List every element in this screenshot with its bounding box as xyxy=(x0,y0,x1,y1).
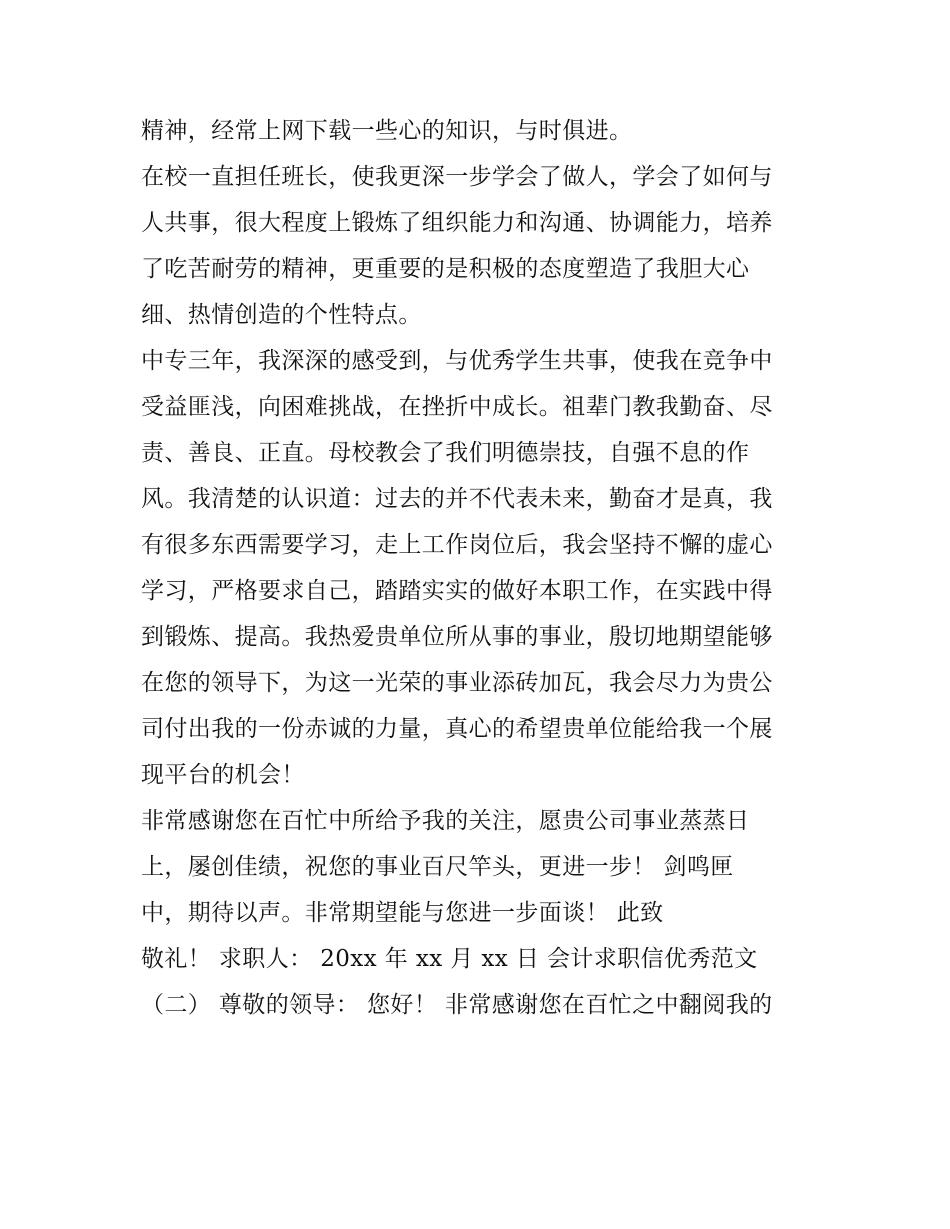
text-line: 人共事，很大程度上锻炼了组织能力和沟通、协调能力，培养 xyxy=(141,210,773,236)
text-line: 现平台的机会！ xyxy=(141,762,305,788)
text-line: 到锻炼、提高。我热爱贵单位所从事的事业，殷切地期望能够 xyxy=(141,624,773,650)
text-line: 中，期待以声。非常期望能与您进一步面谈！ 此致 xyxy=(141,900,664,926)
text-line: 责、善良、正直。母校教会了我们明德崇技，自强不息的作 xyxy=(141,440,750,466)
text-line: 敬礼！ 求职人： 20xx 年 xx 月 xx 日 会计求职信优秀范文 xyxy=(141,946,758,972)
text-line: 中专三年，我深深的感受到，与优秀学生共事，使我在竞争中 xyxy=(141,348,773,374)
body-text xyxy=(141,108,841,1028)
text-line: 上，屡创佳绩，祝您的事业百尺竿头，更进一步！ 剑鸣匣 xyxy=(141,854,734,880)
text-line: 在您的领导下，为这一光荣的事业添砖加瓦，我会尽力为贵公 xyxy=(141,670,773,696)
text-line: 精神，经常上网下载一些心的知识，与时俱进。 xyxy=(141,118,633,144)
text-line: 学习，严格要求自己，踏踏实实的做好本职工作，在实践中得 xyxy=(141,578,773,604)
text-line: 细、热情创造的个性特点。 xyxy=(141,302,422,328)
text-line: 风。我清楚的认识道：过去的并不代表未来，勤奋才是真，我 xyxy=(141,486,773,512)
text-line: 在校一直担任班长，使我更深一步学会了做人，学会了如何与 xyxy=(141,164,773,190)
text-line: 受益匪浅，向困难挑战，在挫折中成长。祖辈门教我勤奋、尽 xyxy=(141,394,773,420)
text-line: 非常感谢您在百忙中所给予我的关注，愿贵公司事业蒸蒸日 xyxy=(141,808,750,834)
text-line: 司付出我的一份赤诚的力量，真心的希望贵单位能给我一个展 xyxy=(141,716,773,742)
text-line: 了吃苦耐劳的精神，更重要的是积极的态度塑造了我胆大心 xyxy=(141,256,750,282)
text-line: （二） 尊敬的领导： 您好！ 非常感谢您在百忙之中翻阅我的 xyxy=(141,992,773,1018)
text-line: 有很多东西需要学习，走上工作岗位后，我会坚持不懈的虚心 xyxy=(141,532,773,558)
